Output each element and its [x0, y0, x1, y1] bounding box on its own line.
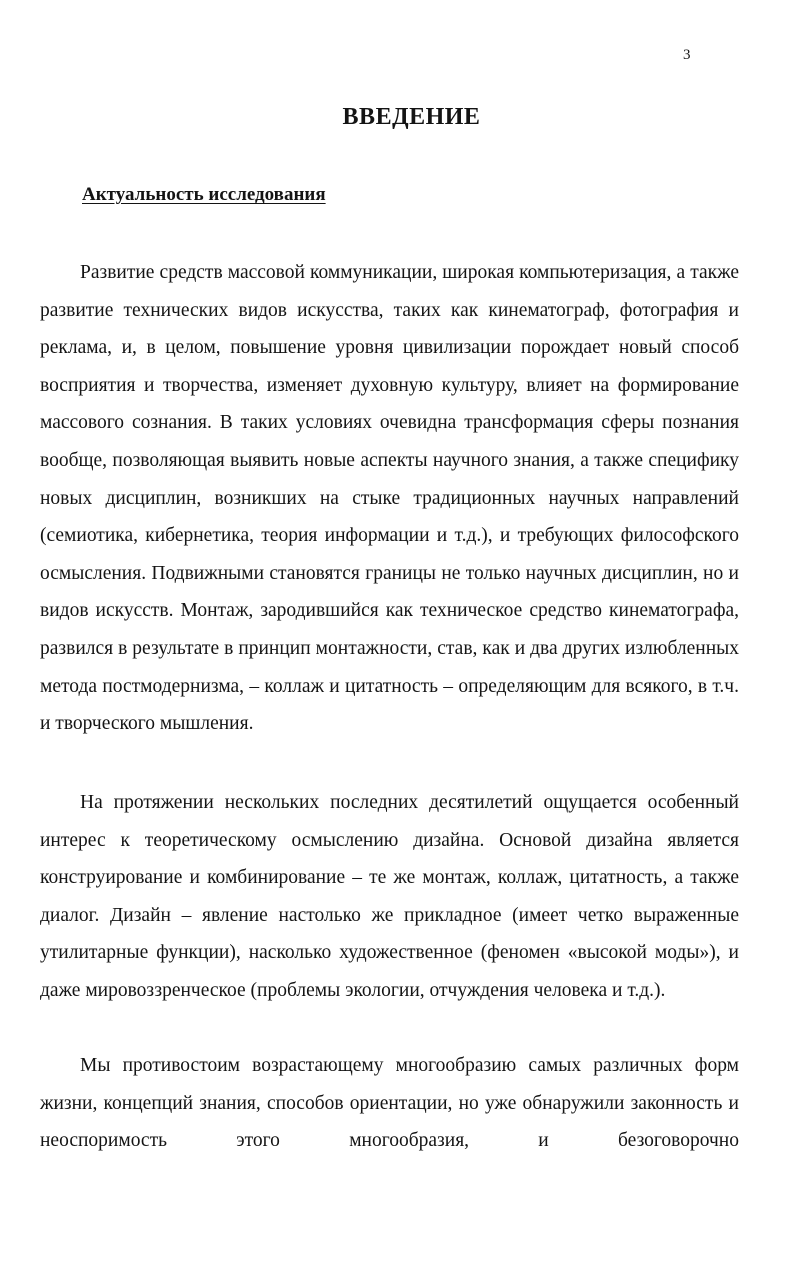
page-number: 3 — [683, 47, 691, 63]
paragraph: Мы противостоим возрастающему многообразию самых различных форм жизни, концепций знания, способов ориентации, но уже обнаружили законность и неоспоримость этого многообразия, и безоговорочно — [40, 1055, 739, 1152]
paragraph: Развитие средств массовой коммуникации, широкая компьютеризация, а также развитие технических видов искусства, таких как кинематограф, фотография и реклама, и, в целом, повышение уровня цивилизации порождает новый способ восприятия и творчества, изменяет духовную культуру, влияет на формирование массового сознания. В таких условиях очевидна трансформация сферы познания вообще, позволяющая выявить новые аспекты научного знания, а также специфику новых дисциплин, возникших на стыке традиционных научных направлений (семиотика, кибернетика, теория информации и т.д.), и требующих философского осмысления. Подвижными становятся границы не только научных дисциплин, но и видов искусств. Монтаж, зародившийся как техническое средство кинематографа, развился в результате в принцип монтажности, став, как и два других излюбленных метода постмодернизма, – коллаж и цитатность – определяющим для всякого, в т.ч. и творческого мышления. — [40, 262, 739, 735]
paragraph-1-block — [40, 254, 739, 743]
paragraph-3-block — [40, 1047, 739, 1160]
paragraph: На протяжении нескольких последних десятилетий ощущается особенный интерес к теоретическому осмыслению дизайна. Основой дизайна является конструирование и комбинирование – те же монтаж, коллаж, цитатность, а также диалог. Дизайн – явление настолько же прикладное (имеет четко выраженные утилитарные функции), насколько художественное (феномен «высокой моды»), и даже мировоззренческое (проблемы экологии, отчуждения человека и т.д.). — [40, 792, 739, 1001]
section-heading: Актуальность исследования — [82, 184, 326, 205]
paragraph-2-block — [40, 784, 739, 1010]
page-title: ВВЕДЕНИЕ — [342, 104, 481, 130]
